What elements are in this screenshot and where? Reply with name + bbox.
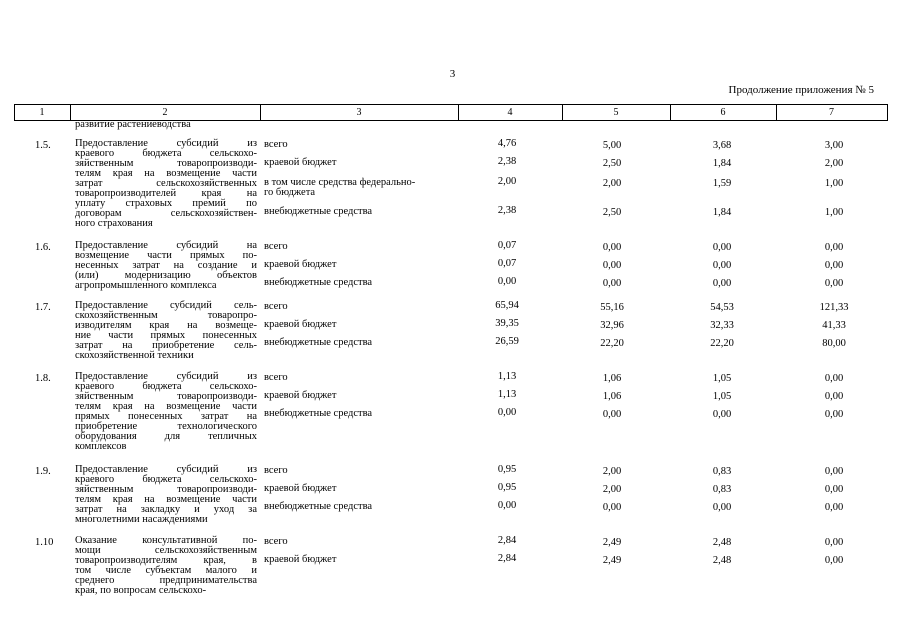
description-line: возмещение части прямых по-: [75, 250, 257, 261]
description-line: том числе субъектам малого и: [75, 565, 257, 576]
funding-source-label: [264, 302, 288, 312]
funding-source-label: [264, 409, 372, 419]
row-number: 1.6.: [35, 242, 51, 253]
description-line: затрат сельскохозяйственных: [75, 178, 257, 189]
value-cell: 41,33: [822, 320, 846, 331]
funding-source-label: [264, 278, 372, 288]
value-cell: 0,00: [497, 500, 517, 511]
value-cell: 2,38: [497, 205, 517, 216]
header-cell-7: 7: [829, 107, 834, 118]
funding-source-line: внебюджетные средства: [264, 408, 373, 419]
funding-source-line: всего: [264, 301, 288, 312]
description-line: комплексов: [75, 441, 127, 452]
value-cell: 0,00: [602, 409, 622, 420]
header-cell-5: 5: [613, 107, 619, 118]
description-line: среднего предпринимательства: [75, 575, 257, 586]
value-cell: 2,48: [712, 537, 732, 548]
value-cell: 0,00: [824, 537, 844, 548]
description-line: телям края на возмещение части: [75, 168, 257, 179]
value-cell: 2,00: [602, 178, 622, 189]
value-cell: 0,00: [824, 555, 844, 566]
description-line: приобретение технологического: [75, 421, 257, 432]
description-line: (или) модернизацию объектов: [75, 270, 257, 281]
value-cell: 0,00: [824, 466, 844, 477]
description-line: телям края на возмещение части: [75, 401, 257, 412]
value-cell: 26,59: [495, 336, 519, 347]
value-cell: 22,20: [710, 338, 734, 349]
value-cell: 1,13: [497, 371, 517, 382]
funding-source-line: краевой бюджет: [264, 319, 337, 330]
description-line: несенных затрат на создание и: [75, 260, 257, 271]
value-cell: 0,00: [824, 502, 844, 513]
value-cell: 1,05: [712, 391, 732, 402]
value-cell: 1,05: [712, 373, 732, 384]
description-line: прямых понесенных затрат на: [75, 411, 257, 422]
description-line: договорам сельскохозяйствен-: [75, 208, 257, 219]
description-line: ного страхования: [75, 218, 153, 229]
value-cell: 2,50: [602, 207, 622, 218]
appendix-label: Продолжение приложения № 5: [728, 84, 874, 96]
header-cell-3: 3: [356, 107, 362, 118]
funding-source-label: [264, 242, 288, 252]
value-cell: 0,00: [712, 409, 732, 420]
value-cell: 0,00: [602, 502, 622, 513]
value-cell: 2,84: [497, 535, 517, 546]
value-cell: 1,59: [712, 178, 732, 189]
funding-source-label: [264, 555, 336, 565]
value-cell: 0,07: [497, 240, 517, 251]
value-cell: 2,00: [602, 466, 622, 477]
description-line: скохозяйственным товаропро-: [75, 310, 257, 321]
description-line: краевого бюджета сельскохо-: [75, 381, 257, 392]
value-cell: 2,49: [602, 555, 622, 566]
description-line: Предоставление субсидий из: [75, 464, 257, 475]
funding-source-line: всего: [264, 465, 288, 476]
row-number: 1.9.: [35, 466, 51, 477]
funding-source-line: всего: [264, 536, 288, 547]
value-cell: 1,06: [602, 373, 622, 384]
funding-source-label: [264, 391, 336, 401]
value-cell: 2,48: [712, 555, 732, 566]
description-line: многолетними насаждениями: [75, 514, 208, 525]
funding-source-line: всего: [264, 241, 288, 252]
funding-source-label: [264, 140, 288, 150]
row-description: [75, 301, 257, 361]
continuation-text: развитие растениеводства: [75, 119, 191, 130]
funding-source-line: го бюджета: [264, 187, 316, 198]
header-border: [887, 105, 888, 120]
funding-source-label: [264, 484, 336, 494]
row-number: 1.8.: [35, 373, 51, 384]
value-cell: 0,07: [497, 258, 517, 269]
value-cell: 0,00: [602, 242, 622, 253]
description-line: краевого бюджета сельскохо-: [75, 148, 257, 159]
description-line: Предоставление субсидий сель-: [75, 300, 257, 311]
value-cell: 80,00: [822, 338, 846, 349]
funding-source-line: всего: [264, 139, 288, 150]
value-cell: 3,68: [712, 140, 732, 151]
description-line: товаропроизводителей края на: [75, 188, 257, 199]
funding-source-line: краевой бюджет: [264, 390, 337, 401]
row-number: 1.7.: [35, 302, 51, 313]
value-cell: 2,38: [497, 156, 517, 167]
value-cell: 1,13: [497, 389, 517, 400]
value-cell: 0,83: [712, 484, 732, 495]
value-cell: 0,00: [712, 260, 732, 271]
description-line: зяйственным товаропроизводи-: [75, 158, 257, 169]
funding-source-line: внебюджетные средства: [264, 337, 373, 348]
row-number: 1.10: [35, 537, 54, 548]
description-line: затрат на приобретение сель-: [75, 340, 257, 351]
value-cell: 2,00: [602, 484, 622, 495]
value-cell: 0,00: [824, 373, 844, 384]
row-description: [75, 372, 257, 452]
value-cell: 1,84: [712, 158, 732, 169]
value-cell: 4,76: [497, 138, 517, 149]
description-line: изводителям края на возмеще-: [75, 320, 257, 331]
row-description: [75, 241, 257, 291]
funding-source-label: [264, 320, 336, 330]
value-cell: 1,00: [824, 178, 844, 189]
value-cell: 32,96: [600, 320, 624, 331]
value-cell: 2,00: [497, 176, 517, 187]
row-number: 1.5.: [35, 140, 51, 151]
value-cell: 0,00: [497, 407, 517, 418]
funding-source-line: внебюджетные средства: [264, 501, 373, 512]
header-cell-6: 6: [720, 107, 726, 118]
description-line: уплату страховых премий по: [75, 198, 257, 209]
value-cell: 0,00: [497, 276, 517, 287]
funding-source-label: [264, 178, 415, 198]
row-description: [75, 465, 257, 525]
description-line: зяйственным товаропроизводи-: [75, 391, 257, 402]
description-line: мощи сельскохозяйственным: [75, 545, 257, 556]
value-cell: 54,53: [710, 302, 734, 313]
value-cell: 0,00: [824, 242, 844, 253]
value-cell: 39,35: [495, 318, 519, 329]
value-cell: 0,83: [712, 466, 732, 477]
page-number: 3: [449, 68, 456, 80]
funding-source-line: внебюджетные средства: [264, 277, 373, 288]
row-description: [75, 139, 257, 229]
description-line: затрат на закладку и уход за: [75, 504, 257, 515]
value-cell: 0,00: [602, 278, 622, 289]
description-line: ние части прямых понесенных: [75, 330, 257, 341]
funding-source-label: [264, 260, 336, 270]
value-cell: 3,00: [824, 140, 844, 151]
funding-source-label: [264, 338, 372, 348]
value-cell: 1,84: [712, 207, 732, 218]
value-cell: 0,00: [712, 278, 732, 289]
description-line: товаропроизводителям края, в: [75, 555, 257, 566]
description-line: телям края на возмещение части: [75, 494, 257, 505]
value-cell: 1,06: [602, 391, 622, 402]
value-cell: 1,00: [824, 207, 844, 218]
value-cell: 0,00: [824, 391, 844, 402]
value-cell: 22,20: [600, 338, 624, 349]
funding-source-line: краевой бюджет: [264, 554, 337, 565]
value-cell: 0,95: [497, 464, 517, 475]
funding-source-line: краевой бюджет: [264, 259, 337, 270]
row-description: [75, 536, 257, 596]
value-cell: 0,00: [824, 409, 844, 420]
value-cell: 0,00: [602, 260, 622, 271]
funding-source-label: [264, 502, 372, 512]
value-cell: 121,33: [819, 302, 849, 313]
funding-source-label: [264, 207, 372, 217]
header-cell-4: 4: [507, 107, 513, 118]
value-cell: 2,50: [602, 158, 622, 169]
description-line: Предоставление субсидий из: [75, 138, 257, 149]
value-cell: 0,95: [497, 482, 517, 493]
value-cell: 5,00: [602, 140, 622, 151]
description-line: Предоставление субсидий из: [75, 371, 257, 382]
funding-source-line: в том числе средства федерально-: [264, 177, 416, 188]
description-line: Предоставление субсидий на: [75, 240, 257, 251]
funding-source-label: [264, 158, 336, 168]
description-line: края, по вопросам сельскохо-: [75, 585, 207, 596]
funding-source-line: всего: [264, 372, 288, 383]
value-cell: 2,49: [602, 537, 622, 548]
description-line: скохозяйственной техники: [75, 350, 194, 361]
funding-source-label: [264, 466, 288, 476]
value-cell: 0,00: [824, 260, 844, 271]
value-cell: 0,00: [712, 502, 732, 513]
description-line: зяйственным товаропроизводи-: [75, 484, 257, 495]
value-cell: 65,94: [495, 300, 519, 311]
value-cell: 0,00: [712, 242, 732, 253]
funding-source-label: [264, 537, 288, 547]
funding-source-line: краевой бюджет: [264, 483, 337, 494]
value-cell: 2,00: [824, 158, 844, 169]
funding-source-line: внебюджетные средства: [264, 206, 373, 217]
value-cell: 0,00: [824, 278, 844, 289]
funding-source-line: краевой бюджет: [264, 157, 337, 168]
description-line: оборудования для тепличных: [75, 431, 257, 442]
value-cell: 2,84: [497, 553, 517, 564]
description-line: краевого бюджета сельскохо-: [75, 474, 257, 485]
description-line: агропромышленного комплекса: [75, 280, 217, 291]
value-cell: 0,00: [824, 484, 844, 495]
funding-source-label: [264, 373, 288, 383]
header-cell-2: 2: [162, 107, 168, 118]
value-cell: 55,16: [600, 302, 624, 313]
value-cell: 32,33: [710, 320, 734, 331]
header-cell-1: 1: [39, 107, 45, 118]
description-line: Оказание консультативной по-: [75, 535, 257, 546]
